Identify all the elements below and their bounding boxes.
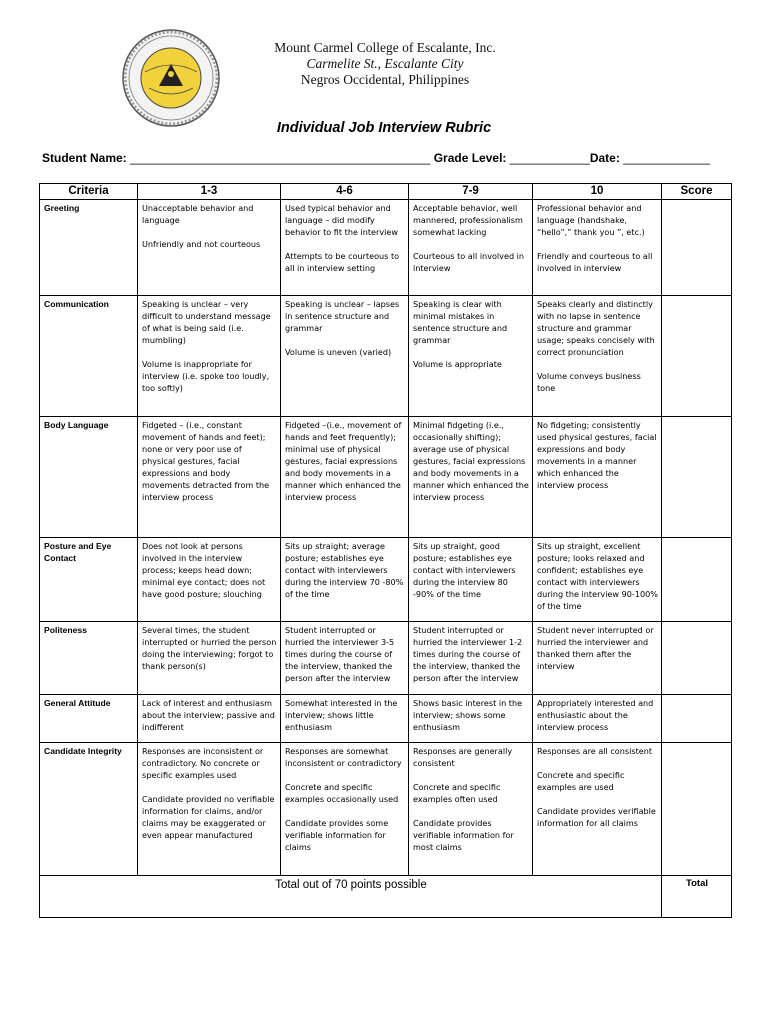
rubric-cell: Responses are all consistent Concrete and specific examples are used Candidate provides verifiable information for all claims — [533, 743, 662, 876]
rubric-cell: Used typical behavior and language – did modify behavior to fit the interview Attempts to be courteous to all in interview setting — [281, 200, 409, 296]
rubric-cell: Unacceptable behavior and language Unfriendly and not courteous — [138, 200, 281, 296]
table-row — [40, 538, 732, 622]
document-title: Individual Job Interview Rubric — [276, 120, 492, 136]
criteria-cell: General Attitude — [40, 695, 138, 743]
total-label: Total out of 70 points possible — [40, 876, 662, 918]
total-score-cell[interactable]: Total — [662, 876, 732, 918]
college-province: Negros Occidental, Philippines — [300, 72, 470, 87]
grade-level-label: Grade Level: — [433, 151, 507, 165]
table-header-row — [40, 184, 732, 200]
rubric-cell: Shows basic interest in the interview; shows some enthusiasm — [409, 695, 533, 743]
score-cell[interactable] — [662, 538, 732, 622]
rubric-cell: Speaks clearly and distinctly with no lapse in sentence structure and grammar usage; speaks concisely with correct pronunciation Volume conveys business tone — [533, 296, 662, 417]
total-row — [40, 876, 732, 918]
rubric-cell: No fidgeting; consistently used physical gestures, facial expressions and body movements in a manner which enhanced the interview process — [533, 417, 662, 538]
table-row — [40, 296, 732, 417]
score-cell[interactable] — [662, 296, 732, 417]
rubric-cell: Sits up straight; average posture; establishes eye contact with interviewers during the interview 70 -80% of the time — [281, 538, 409, 622]
table-row — [40, 743, 732, 876]
rubric-cell: Fidgeted –(i.e., movement of hands and feet frequently); minimal use of physical gestures, facial expressions and body movements in a manner which enhanced the interview process — [281, 417, 409, 538]
rubric-table — [39, 183, 732, 918]
table-row — [40, 695, 732, 743]
score-cell[interactable] — [662, 200, 732, 296]
grade-level-blank: ____________ — [509, 151, 590, 165]
rubric-cell: Speaking is unclear – lapses in sentence structure and grammar Volume is uneven (varied) — [281, 296, 409, 417]
criteria-cell: Communication — [40, 296, 138, 417]
rubric-cell: Does not look at persons involved in the interview process; keeps head down; minimal eye contact; does not have good posture; slouching — [138, 538, 281, 622]
college-name: Mount Carmel College of Escalante, Inc. — [274, 40, 496, 55]
rubric-cell: Fidgeted – (i.e., constant movement of hands and feet); none or very poor use of physical gestures, facial expressions and body movements detracted from the interview process — [138, 417, 281, 538]
rubric-cell: Professional behavior and language (handshake, “hello”,” thank you ”, etc.) Friendly and courteous to all involved in interview — [533, 200, 662, 296]
rubric-cell: Somewhat interested in the interview; shows little enthusiasm — [281, 695, 409, 743]
criteria-cell: Politeness — [40, 622, 138, 695]
student-info-line — [42, 151, 742, 165]
rubric-cell: Appropriately interested and enthusiastic about the interview process — [533, 695, 662, 743]
rubric-cell: Student interrupted or hurried the interviewer 1-2 times during the course of the interview, thanked the person after the interview — [409, 622, 533, 695]
criteria-cell: Greeting — [40, 200, 138, 296]
criteria-cell: Posture and Eye Contact — [40, 538, 138, 622]
rubric-cell: Student interrupted or hurried the interviewer 3-5 times during the course of the interview, thanked the person after the interview — [281, 622, 409, 695]
header-score-4-6: 4-6 — [281, 184, 409, 200]
rubric-cell: Sits up straight, excellent posture; looks relaxed and confident; establishes eye contact with interviewers during the interview 90-100% of the time — [533, 538, 662, 622]
rubric-cell: Student never interrupted or hurried the interviewer and thanked them after the interview — [533, 622, 662, 695]
rubric-cell: Several times, the student interrupted or hurried the person doing the interviewing; forgot to thank person(s) — [138, 622, 281, 695]
score-cell[interactable] — [662, 622, 732, 695]
rubric-cell: Sits up straight, good posture; establishes eye contact with interviewers during the interview 80 -90% of the time — [409, 538, 533, 622]
student-name-label: Student Name: — [42, 151, 127, 165]
rubric-cell: Minimal fidgeting (i.e., occasionally shifting); average use of physical gestures, facial expressions and body movements in a manner which enhanced the interview process — [409, 417, 533, 538]
rubric-cell: Speaking is clear with minimal mistakes in sentence structure and grammar Volume is appropriate — [409, 296, 533, 417]
table-row — [40, 417, 732, 538]
student-name-blank: _____________________________________________ — [130, 151, 431, 165]
score-cell[interactable] — [662, 417, 732, 538]
table-row — [40, 200, 732, 296]
table-row — [40, 622, 732, 695]
letterhead — [180, 40, 590, 88]
header-score-10: 10 — [533, 184, 662, 200]
header-score-7-9: 7-9 — [409, 184, 533, 200]
rubric-cell: Responses are inconsistent or contradictory. No concrete or specific examples used Candidate provided no verifiable information for claims, and/or claims may be exaggerated or even appear manufactured — [138, 743, 281, 876]
rubric-cell: Responses are somewhat inconsistent or contradictory Concrete and specific examples occasionally used Candidate provides some verifiable information for claims — [281, 743, 409, 876]
header-criteria: Criteria — [40, 184, 138, 200]
header-score-1-3: 1-3 — [138, 184, 281, 200]
date-label: Date: — [589, 151, 620, 165]
rubric-cell: Acceptable behavior, well mannered, professionalism somewhat lacking Courteous to all involved in interview — [409, 200, 533, 296]
rubric-cell: Responses are generally consistent Concrete and specific examples often used Candidate provides verifiable information for most claims — [409, 743, 533, 876]
rubric-cell: Lack of interest and enthusiasm about the interview; passive and indifferent — [138, 695, 281, 743]
rubric-cell: Speaking is unclear – very difficult to understand message of what is being said (i.e. mumbling) Volume is inappropriate for interview (i.e. spoke too loudly, too softly) — [138, 296, 281, 417]
criteria-cell: Body Language — [40, 417, 138, 538]
score-cell[interactable] — [662, 695, 732, 743]
score-cell[interactable] — [662, 743, 732, 876]
criteria-cell: Candidate Integrity — [40, 743, 138, 876]
college-street: Carmelite St., Escalante City — [306, 56, 464, 71]
header-score: Score — [662, 184, 732, 200]
date-blank: _____________ — [623, 151, 710, 165]
